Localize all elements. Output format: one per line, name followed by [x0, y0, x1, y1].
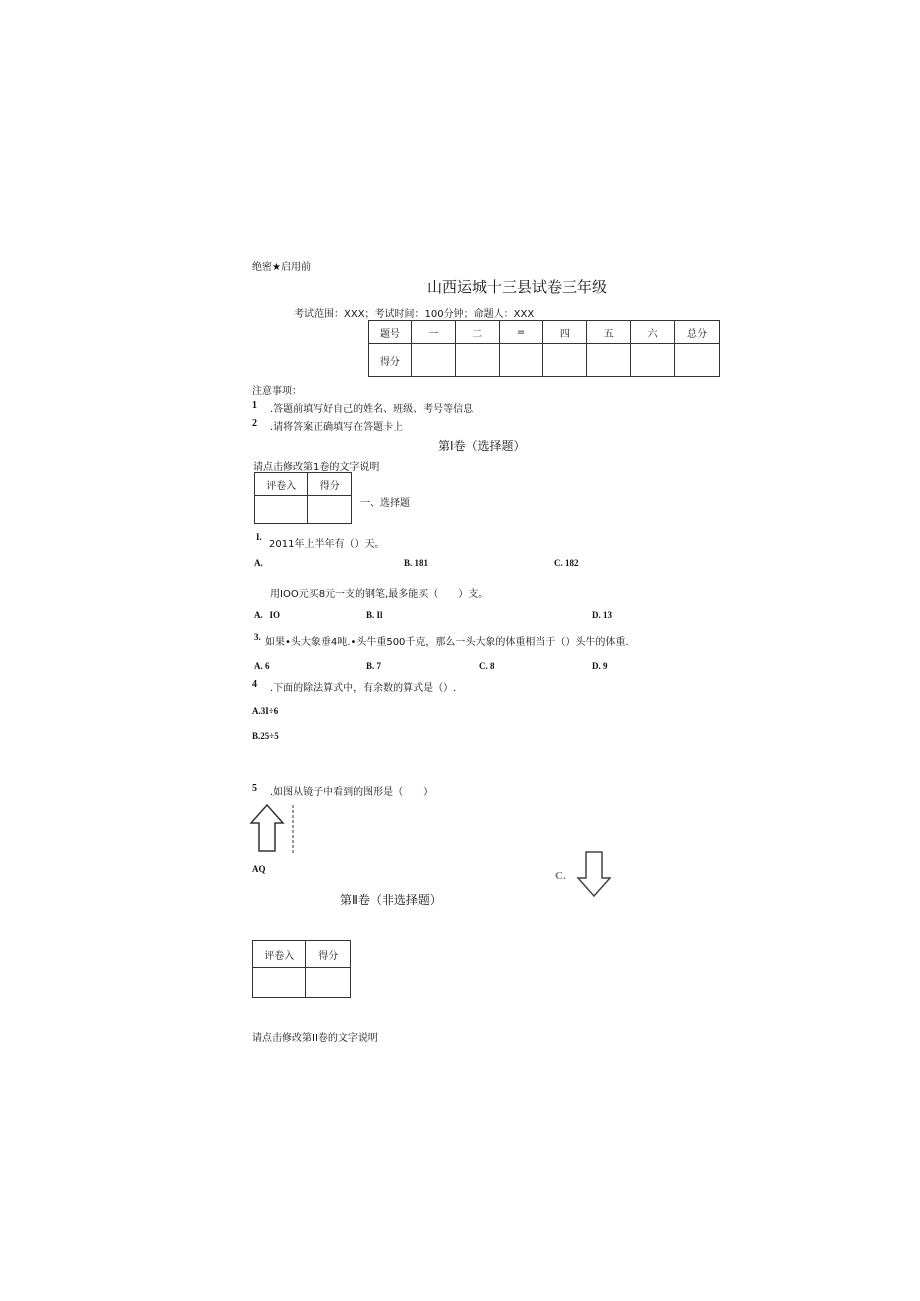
score-header-cell: 一 [411, 321, 455, 344]
score-cell[interactable] [455, 344, 499, 377]
score-cell[interactable] [411, 344, 455, 377]
score-cell[interactable] [499, 344, 543, 377]
score-cell[interactable] [587, 344, 631, 377]
exam-info: 考试范围：XXX；考试时间：100分钟；命题人：XXX [294, 309, 535, 320]
part2-instruction[interactable]: 请点击修改第II卷的文字说明 [252, 1033, 378, 1044]
score-row-label: 得分 [369, 344, 412, 377]
grader-cell[interactable] [255, 496, 308, 524]
question-text: 如果•头大象垂4吨.•头牛重500千克，那么一头大象的体重相当于（）头牛的体重. [265, 637, 629, 648]
secret-label: 绝密★启用前 [252, 262, 311, 273]
option-c[interactable]: C. 182 [554, 558, 579, 568]
grader-cell[interactable] [308, 496, 352, 524]
option-b[interactable]: B. 181 [404, 558, 429, 568]
note-text: .请将答案正确填写在答题卡上 [270, 422, 404, 433]
question-number: 3. [254, 632, 261, 642]
score-header-cell: 四 [543, 321, 587, 344]
score-header-cell: 六 [631, 321, 675, 344]
score-cell[interactable] [675, 344, 720, 377]
note-number: 2 [252, 418, 257, 429]
section-title: 一、选择题 [360, 498, 410, 509]
grader-table [254, 472, 352, 524]
page-title: 山西运城十三县试卷三年级 [427, 278, 608, 296]
note-number: 1 [252, 400, 257, 411]
score-header-cell: 五 [587, 321, 631, 344]
grader-header: 评卷入 [255, 473, 308, 496]
grader-header: 得分 [308, 473, 352, 496]
option-a[interactable]: A.3I÷6 [252, 706, 279, 716]
option-a[interactable]: A. 6 [254, 661, 270, 671]
question-number: I. [256, 532, 262, 542]
score-header-cell: = [499, 321, 543, 344]
grader-cell[interactable] [306, 968, 351, 998]
grader-header: 得分 [306, 941, 351, 968]
option-b[interactable]: B. 7 [366, 661, 382, 671]
option-c[interactable]: C. 8 [479, 661, 495, 671]
down-arrow-shape [578, 852, 610, 896]
grader-cell[interactable] [253, 968, 306, 998]
score-header-cell: 二 [455, 321, 499, 344]
score-cell[interactable] [543, 344, 587, 377]
score-header-cell: 题号 [369, 321, 412, 344]
question-text: .下面的除法算式中，有余数的算式是（）. [270, 683, 457, 694]
option-a-label[interactable]: AQ [252, 864, 266, 874]
score-header-cell: 总分 [675, 321, 720, 344]
notes-heading: 注意事项： [252, 386, 302, 397]
option-b[interactable]: B. Il [366, 610, 383, 620]
option-a[interactable]: A. [254, 558, 263, 568]
score-table [368, 320, 720, 377]
option-c-label[interactable]: C. [555, 870, 566, 882]
down-arrow-figure[interactable] [574, 850, 614, 900]
up-arrow-shape [251, 805, 283, 851]
grader-table [252, 940, 351, 998]
note-text: .答题前填写好自己的姓名、班级、考号等信息 [270, 404, 474, 415]
question-text: 2011年上半年有（）天。 [269, 539, 385, 550]
part1-title: 第Ⅰ卷（选择题） [438, 439, 526, 453]
grader-header: 评卷入 [253, 941, 306, 968]
score-cell[interactable] [631, 344, 675, 377]
question-text: .如图从镜子中看到的图形是（ ） [270, 787, 434, 798]
part1-instruction[interactable]: 请点击修改第1卷的文字说明 [253, 462, 380, 473]
up-arrow-figure [248, 803, 300, 857]
part2-title: 第Ⅱ卷（非选择题） [340, 893, 442, 907]
question-number: 5 [252, 783, 257, 794]
option-d[interactable]: D. 9 [592, 661, 608, 671]
option-a[interactable]: A. IO [254, 610, 281, 620]
question-number: 4 [252, 679, 257, 690]
question-text: 用IOO元买8元一支的钢笔,最多能买（ ）支。 [270, 589, 489, 600]
option-d[interactable]: D. 13 [592, 610, 612, 620]
option-b[interactable]: B.25÷5 [252, 731, 279, 741]
